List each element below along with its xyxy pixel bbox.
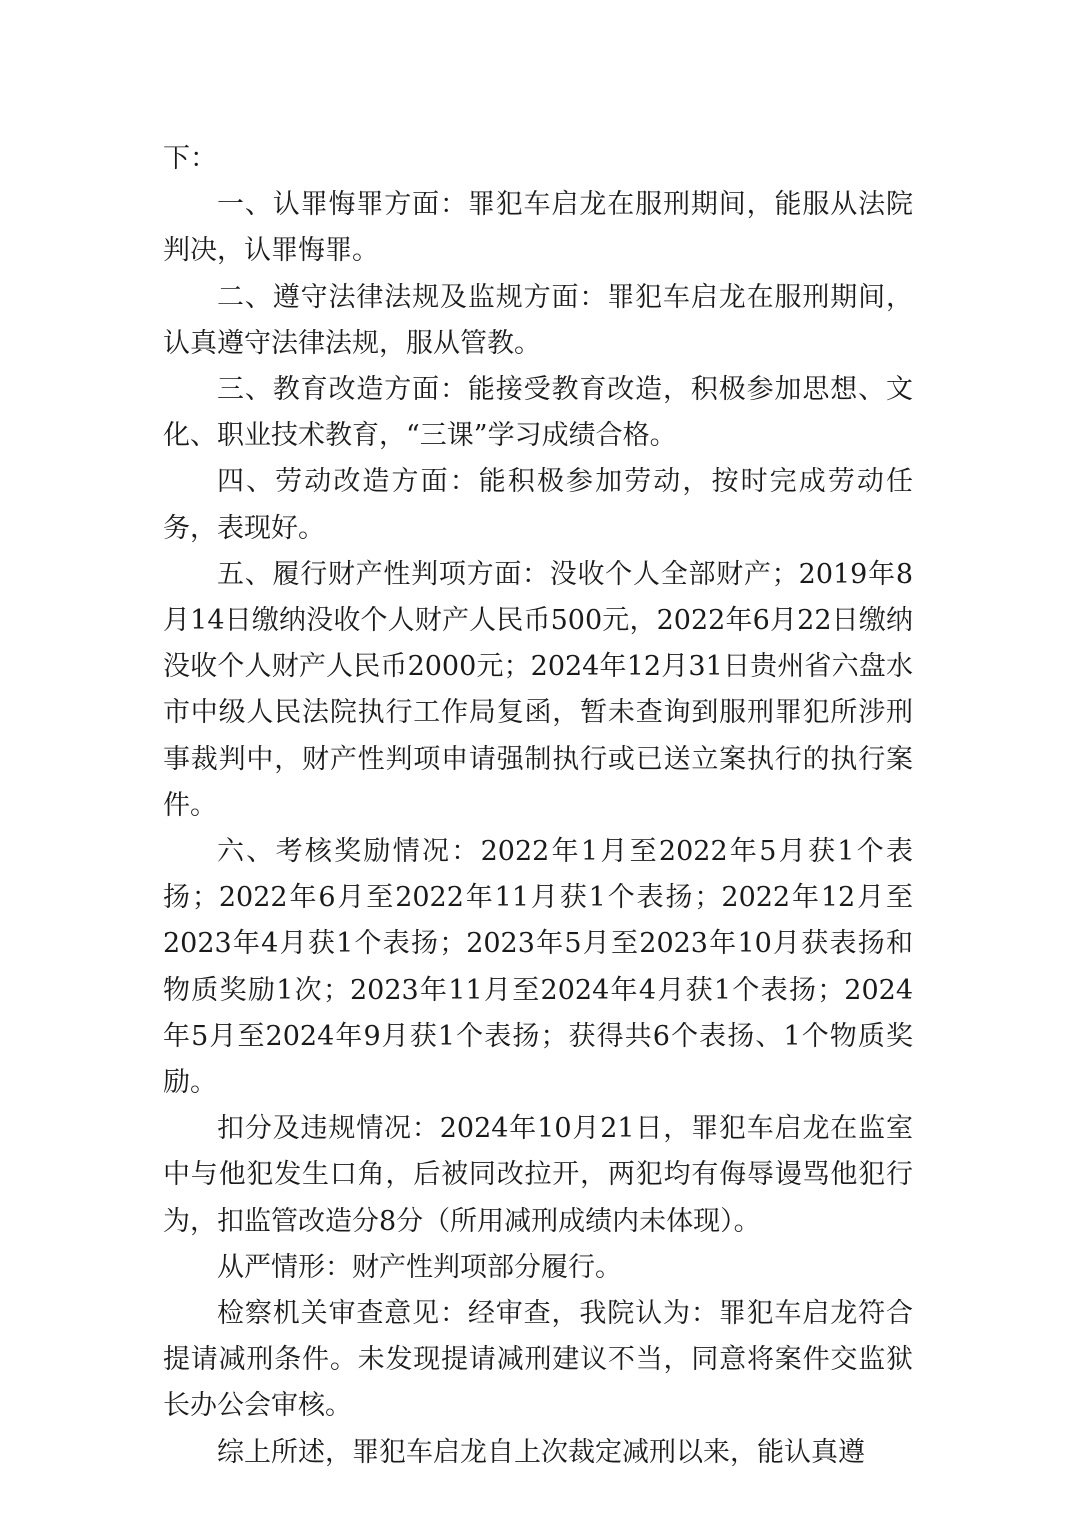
paragraph-strict-circumstances: 从严情形：财产性判项部分履行。 <box>217 1251 622 1283</box>
paragraph-confession: 一、认罪悔罪方面：罪犯车启龙在服刑期间，能服从法院判决，认罪悔罪。 <box>163 189 913 267</box>
paragraph-continuation: 下： <box>163 143 217 174</box>
paragraph-procuratorate-opinion: 检察机关审查意见：经审查，我院认为：罪犯车启龙符合提请减刑条件。未发现提请减刑建议不当，同意将案件交监狱长办公会审核。 <box>163 1298 913 1422</box>
paragraph-labor: 四、劳动改造方面：能积极参加劳动，按时完成劳动任务，表现好。 <box>163 466 913 544</box>
paragraph-violations: 扣分及违规情况：2024年10月21日，罪犯车启龙在监室中与他犯发生口角，后被同改拉开，两犯均有侮辱谩骂他犯行为，扣监管改造分8分（所用减刑成绩内未体现）。 <box>163 1113 913 1237</box>
paragraph-education: 三、教育改造方面：能接受教育改造，积极参加思想、文化、职业技术教育，“三课”学习成绩合格。 <box>163 374 913 452</box>
paragraph-summary: 综上所述，罪犯车启龙自上次裁定减刑以来，能认真遵 <box>217 1436 865 1468</box>
document-body <box>163 136 913 1476</box>
paragraph-rewards: 六、考核奖励情况：2022年1月至2022年5月获1个表扬；2022年6月至2022年11月获1个表扬；2022年12月至2023年4月获1个表扬；2023年5月至2023年10月获表扬和物质奖励1次；2023年11月至2024年4月获1个表扬；2024年5月至2024年9月获1个表扬；获得共6个表扬、1个物质奖励。 <box>163 836 913 1099</box>
paragraph-law-compliance: 二、遵守法律法规及监规方面：罪犯车启龙在服刑期间，认真遵守法律法规，服从管教。 <box>163 281 913 359</box>
paragraph-property-judgment: 五、履行财产性判项方面：没收个人全部财产；2019年8月14日缴纳没收个人财产人民币500元，2022年6月22日缴纳没收个人财产人民币2000元；2024年12月31日贵州省六盘水市中级人民法院执行工作局复函，暂未查询到服刑罪犯所涉刑事裁判中，财产性判项申请强制执行或已送立案执行的执行案件。 <box>163 558 913 821</box>
